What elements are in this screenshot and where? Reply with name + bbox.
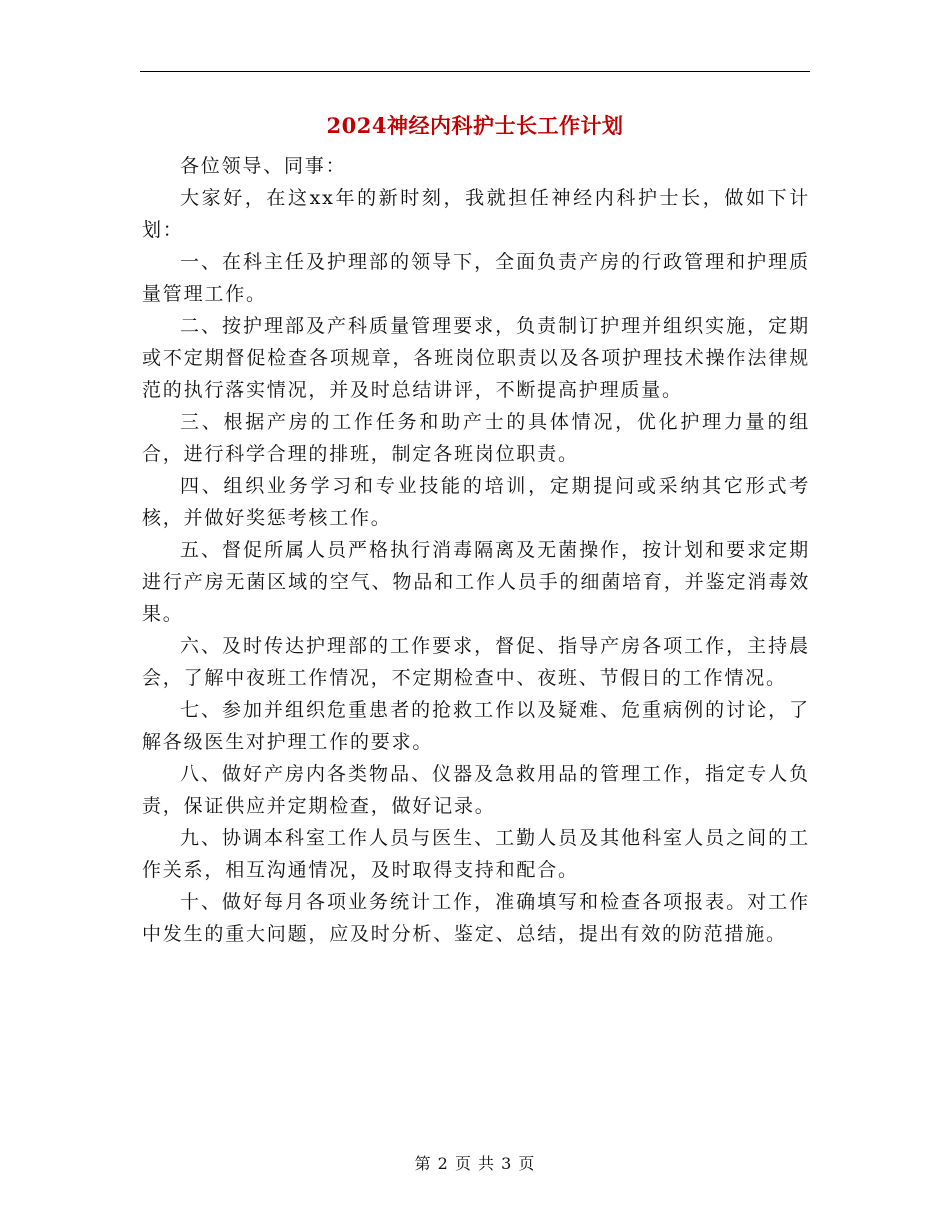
paragraph-item-7: 七、参加并组织危重患者的抢救工作以及疑难、危重病例的讨论，了解各级医生对护理工作的要求。 bbox=[142, 699, 810, 753]
paragraph-item-8: 八、做好产房内各类物品、仪器及急救用品的管理工作，指定专人负责，保证供应并定期检查，做好记录。 bbox=[142, 763, 810, 817]
paragraph-item-5: 五、督促所属人员严格执行消毒隔离及无菌操作，按计划和要求定期进行产房无菌区域的空气、物品和工作人员手的细菌培育，并鉴定消毒效果。 bbox=[142, 539, 810, 625]
paragraph-item-9: 九、协调本科室工作人员与医生、工勤人员及其他科室人员之间的工作关系，相互沟通情况，及时取得支持和配合。 bbox=[142, 827, 810, 881]
header-rule bbox=[140, 71, 810, 72]
salutation: 各位领导、同事： bbox=[180, 155, 347, 177]
paragraph-item-2: 二、按护理部及产科质量管理要求，负责制订护理并组织实施，定期或不定期督促检查各项规章，各班岗位职责以及各项护理技术操作法律规范的执行落实情况，并及时总结讲评，不断提高护理质量。 bbox=[142, 315, 810, 401]
document-body bbox=[142, 150, 810, 950]
document-title: 2024神经内科护士长工作计划 bbox=[326, 113, 624, 138]
paragraph-intro: 大家好，在这xx年的新时刻，我就担任神经内科护士长，做如下计划： bbox=[142, 187, 810, 241]
paragraph-item-4: 四、组织业务学习和专业技能的培训，定期提问或采纳其它形式考核，并做好奖惩考核工作。 bbox=[142, 475, 810, 529]
paragraph-item-10: 十、做好每月各项业务统计工作，准确填写和检查各项报表。对工作中发生的重大问题，应及时分析、鉴定、总结，提出有效的防范措施。 bbox=[142, 891, 810, 945]
paragraph-item-1: 一、在科主任及护理部的领导下，全面负责产房的行政管理和护理质量管理工作。 bbox=[142, 251, 810, 305]
page-number: 第 2 页 共 3 页 bbox=[414, 1154, 536, 1173]
paragraph-item-6: 六、及时传达护理部的工作要求，督促、指导产房各项工作，主持晨会，了解中夜班工作情况，不定期检查中、夜班、节假日的工作情况。 bbox=[142, 635, 810, 689]
paragraph-item-3: 三、根据产房的工作任务和助产士的具体情况，优化护理力量的组合，进行科学合理的排班，制定各班岗位职责。 bbox=[142, 411, 810, 465]
